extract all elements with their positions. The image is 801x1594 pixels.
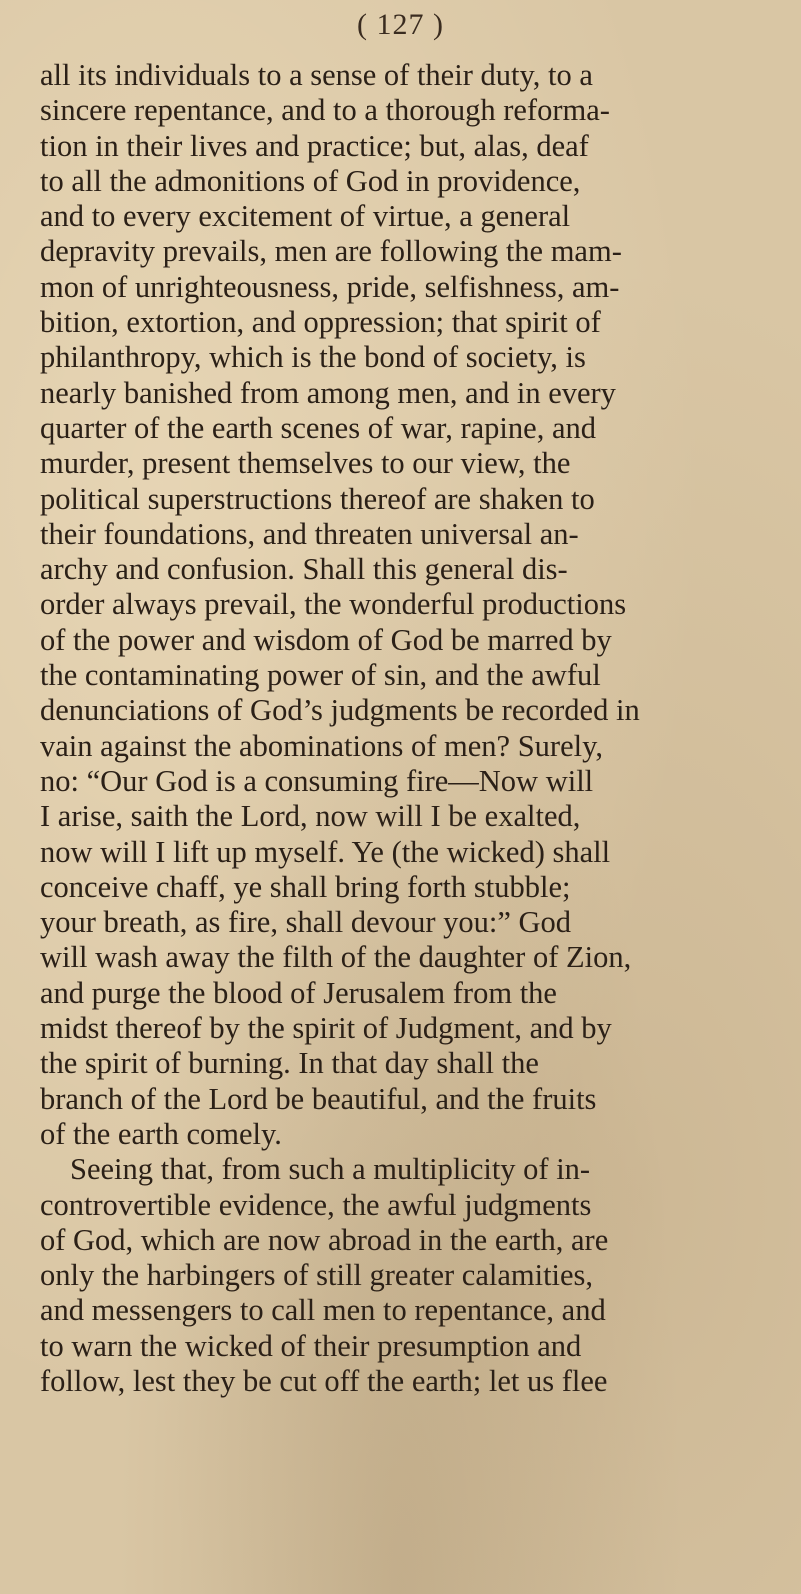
text-line: sincere repentance, and to a thorough reforma-	[40, 93, 610, 128]
text-line: now will I lift up myself. Ye (the wicked) shall	[40, 834, 611, 869]
text-line: will wash away the filth of the daughter of Zion,	[40, 940, 632, 975]
text-line: to all the admonitions of God in providence,	[40, 163, 581, 198]
text-line: the spirit of burning. In that day shall the	[40, 1046, 539, 1081]
text-line: conceive chaff, ye shall bring forth stubble;	[40, 869, 571, 904]
text-line: mon of unrighteousness, pride, selfishness, am-	[40, 269, 620, 304]
text-line: depravity prevails, men are following the mam-	[40, 234, 622, 269]
text-line: follow, lest they be cut off the earth; let us flee	[40, 1363, 608, 1398]
text-line: tion in their lives and practice; but, alas, deaf	[40, 128, 589, 163]
text-line: their foundations, and threaten universal an-	[40, 516, 579, 551]
page-number-header: ( 127 )	[357, 8, 444, 41]
text-line: the contaminating power of sin, and the awful	[40, 658, 601, 693]
text-line: vain against the abominations of men? Surely,	[40, 728, 603, 763]
body-text	[40, 58, 780, 1399]
text-line: your breath, as fire, shall devour you:” God	[40, 905, 572, 940]
text-line: of God, which are now abroad in the earth, are	[40, 1222, 609, 1257]
text-line: nearly banished from among men, and in every	[40, 375, 616, 410]
text-line: and messengers to call men to repentance, and	[40, 1293, 606, 1328]
text-line: bition, extortion, and oppression; that spirit of	[40, 305, 601, 340]
text-line: only the harbingers of still greater calamities,	[40, 1258, 594, 1293]
text-line: all its individuals to a sense of their duty, to a	[40, 58, 593, 92]
text-line: midst thereof by the spirit of Judgment, and by	[40, 1011, 612, 1046]
text-line: archy and confusion. Shall this general dis-	[40, 552, 568, 587]
text-line: political superstructions thereof are shaken to	[40, 481, 595, 516]
text-line: philanthropy, which is the bond of society, is	[40, 340, 586, 375]
text-line: branch of the Lord be beautiful, and the fruits	[40, 1081, 597, 1116]
text-line: denunciations of God’s judgments be recorded in	[40, 693, 640, 728]
text-line: to warn the wicked of their presumption and	[40, 1328, 582, 1363]
text-line: quarter of the earth scenes of war, rapine, and	[40, 410, 596, 445]
text-line: murder, present themselves to our view, the	[40, 446, 571, 481]
text-line: I arise, saith the Lord, now will I be exalted,	[40, 799, 581, 834]
text-line: no: “Our God is a consuming fire—Now will	[40, 763, 594, 798]
text-line: of the earth comely.	[40, 1116, 282, 1151]
text-line: controvertible evidence, the awful judgments	[40, 1187, 592, 1222]
text-line: of the power and wisdom of God be marred by	[40, 622, 612, 657]
text-line: and to every excitement of virtue, a general	[40, 199, 571, 234]
text-line: and purge the blood of Jerusalem from the	[40, 975, 557, 1010]
text-line: order always prevail, the wonderful productions	[40, 587, 627, 622]
text-line: Seeing that, from such a multiplicity of in-	[70, 1152, 591, 1187]
